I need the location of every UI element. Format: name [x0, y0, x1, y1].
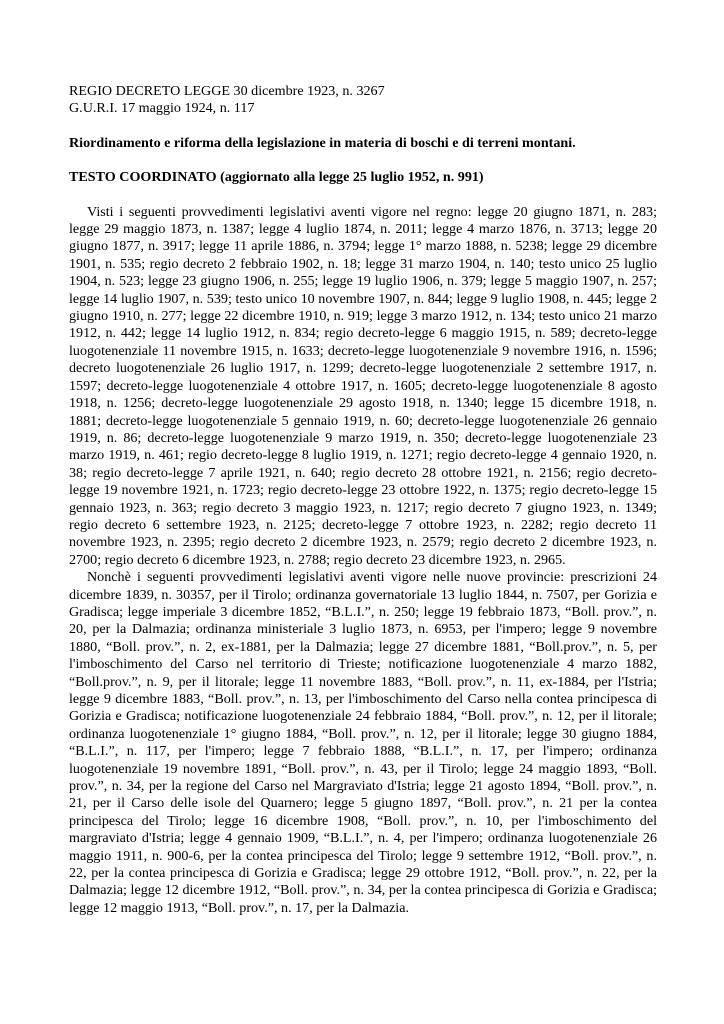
document-title: Riordinamento e riforma della legislazione in materia di boschi e di terreni montani.	[69, 134, 576, 151]
document-page	[69, 83, 657, 917]
gazette-reference: G.U.R.I. 17 maggio 1924, n. 117	[69, 100, 255, 117]
paragraph-new-provinces-provisions: Nonchè i seguenti provvedimenti legislativi aventi vigore nelle nuove provincie: prescrizioni 24 dicembre 1839, n. 30357, per il Tirolo; ordinanza governatoriale 13 luglio 1844, n. 7507, per Gorizia e Gradisca; legge imperiale 3 dicembre 1852, “B.L.I.”, n. 250; legge 19 febbraio 1873, “Boll. prov.”, n. 20, per la Dalmazia; ordinanza ministeriale 3 luglio 1873, n. 6953, per l'impero; legge 9 novembre 1880, “Boll. prov.”, n. 2, ex-1881, per la Dalmazia; legge 27 dicembre 1881, “Boll.prov.”, n. 5, per l'imboschimento del Carso nel territorio di Trieste; notificazione luogotenenziale 4 marzo 1882, “Boll.prov.”, n. 9, per il litorale; legge 11 novembre 1883, “Boll. prov.”, n. 11, ex-1884, per l'Istria; legge 9 dicembre 1883, “Boll. prov.”, n. 13, per l'imboschimento del Carso nella contea principesca di Gorizia e Gradisca; notificazione luogotenenziale 24 febbraio 1884, “Boll. prov.”, n. 12, per il litorale; ordinanza luogotenenziale 1° giugno 1884, “Boll. prov.”, n. 12, per il litorale; legge 30 giugno 1884, “B.L.I.”, n. 117, per l'impero; legge 7 febbraio 1888, “B.L.I.”, n. 17, per l'impero; ordinanza luogotenenziale 19 novembre 1891, “Boll. prov.”, n. 43, per il Tirolo; legge 24 maggio 1893, “Boll. prov.”, n. 34, per la regione del Carso nel Margraviato d'Istria; legge 21 agosto 1894, “Boll. prov.”, n. 21, per il Carso delle isole del Quarnero; legge 5 giugno 1897, “Boll. prov.”, n. 21 per la contea principesca del Tirolo; legge 16 dicembre 1908, “Boll. prov.”, n. 10, per l'imboschimento del margraviato d'Istria; legge 4 gennaio 1909, “B.L.I.”, n. 4, per l'impero; ordinanza luogotenenziale 26 maggio 1911, n. 900-6, per la contea principesca del Tirolo; legge 9 settembre 1912, “Boll. prov.”, n. 22, per la contea principesca di Gorizia e Gradisca; legge 29 ottobre 1912, “Boll. prov.”, n. 22, per la Dalmazia; legge 12 dicembre 1912, “Boll. prov.”, n. 34, per la contea principesca di Gorizia e Gradisca; legge 12 maggio 1913, “Boll. prov.”, n. 17, per la Dalmazia.	[69, 569, 657, 916]
document-subtitle: TESTO COORDINATO (aggiornato alla legge 25 luglio 1952, n. 991)	[69, 169, 484, 186]
paragraph-kingdom-provisions: Visti i seguenti provvedimenti legislativi aventi vigore nel regno: legge 20 giugno 1871, n. 283; legge 29 maggio 1873, n. 1387; legge 4 luglio 1874, n. 2011; legge 4 marzo 1876, n. 3713; legge 20 giugno 1877, n. 3917; legge 11 aprile 1886, n. 3794; legge 1° marzo 1888, n. 5238; legge 29 dicembre 1901, n. 535; regio decreto 2 febbraio 1902, n. 18; legge 31 marzo 1904, n. 140; testo unico 25 luglio 1904, n. 523; legge 23 giugno 1906, n. 255; legge 19 luglio 1906, n. 379; legge 5 maggio 1907, n. 257; legge 14 luglio 1907, n. 539; testo unico 10 novembre 1907, n. 844; legge 9 luglio 1908, n. 445; legge 2 giugno 1910, n. 277; legge 22 dicembre 1910, n. 919; legge 3 marzo 1912, n. 134; testo unico 21 marzo 1912, n. 442; legge 14 luglio 1912, n. 834; regio decreto-legge 6 maggio 1915, n. 589; decreto-legge luogotenenziale 11 novembre 1915, n. 1633; decreto-legge luogotenenziale 9 novembre 1916, n. 1596; decreto luogotenenziale 26 luglio 1917, n. 1299; decreto-legge luogotenenziale 2 settembre 1917, n. 1597; decreto-legge luogotenenziale 4 ottobre 1917, n. 1605; decreto-legge luogotenenziale 8 agosto 1918, n. 1256; decreto-legge luogotenenziale 29 agosto 1918, n. 1340; legge 15 dicembre 1918, n. 1881; decreto-legge luogotenenziale 5 gennaio 1919, n. 60; decreto-legge luogotenenziale 26 gennaio 1919, n. 86; decreto-legge luogotenenziale 9 marzo 1919, n. 350; decreto-legge luogotenenziale 23 marzo 1919, n. 461; regio decreto-legge 8 luglio 1919, n. 1271; regio decreto-legge 4 gennaio 1920, n. 38; regio decreto-legge 7 aprile 1921, n. 640; regio decreto 28 ottobre 1921, n. 2156; regio decreto-legge 19 novembre 1921, n. 1723; regio decreto-legge 23 ottobre 1922, n. 1375; regio decreto-legge 15 gennaio 1923, n. 363; regio decreto 3 maggio 1923, n. 1217; regio decreto 7 giugno 1923, n. 1349; regio decreto 6 settembre 1923, n. 2125; decreto-legge 7 ottobre 1923, n. 2282; regio decreto 11 novembre 1923, n. 2395; regio decreto 2 dicembre 1923, n. 2579; regio decreto 2 dicembre 1923, n. 2700; regio decreto 6 dicembre 1923, n. 2788; regio decreto 23 dicembre 1923, n. 2965.	[69, 203, 657, 568]
decree-reference: REGIO DECRETO LEGGE 30 dicembre 1923, n. 3267	[69, 83, 385, 99]
